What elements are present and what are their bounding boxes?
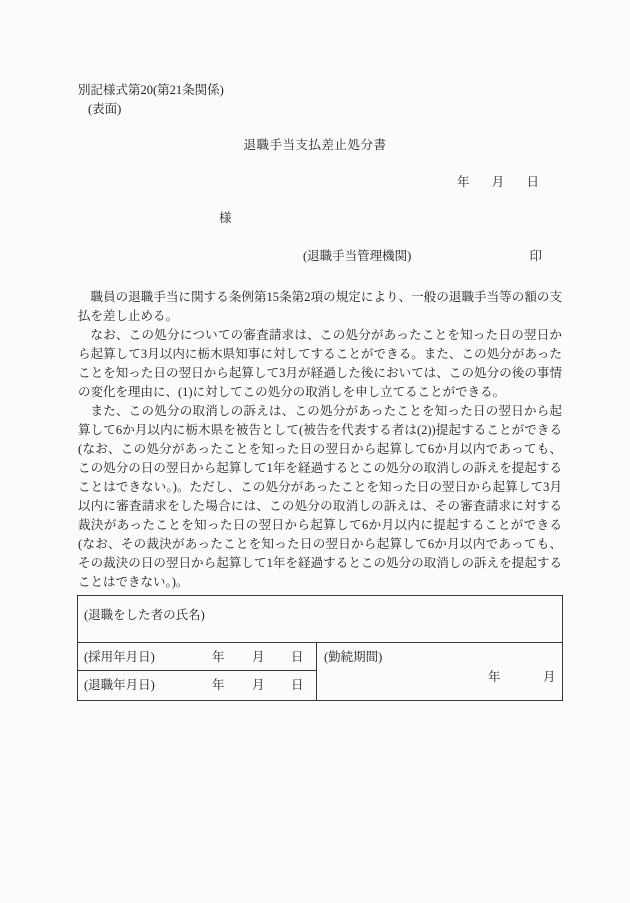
issuer-line <box>303 246 542 264</box>
retire-date-row <box>78 671 316 699</box>
body-paragraph-1: 職員の退職手当に関する条例第15条第2項の規定により、一般の退職手当等の額の支払を差し止める。 <box>78 290 562 323</box>
body-text <box>78 288 562 592</box>
hire-date-row <box>78 643 316 671</box>
hire-date-month-unit: 月 <box>252 650 265 664</box>
service-period-cell <box>316 643 562 700</box>
date-month-label: 月 <box>491 175 505 189</box>
service-period-year-unit: 年 <box>488 670 501 684</box>
hire-date-label: (採用年月日) <box>84 650 155 664</box>
hire-date-day-unit: 日 <box>291 650 304 664</box>
seal-mark: 印 <box>529 249 542 263</box>
date-line <box>457 172 539 190</box>
document-title: 退職手当支払差止処分書 <box>243 138 387 152</box>
body-paragraph-3: また、この処分の取消しの訴えは、この処分があったことを知った日の翌日から起算して6か月以内に栃木県を被告として(被告を代表する者は(2))提起することができる(なお、この処分があったことを知った日の翌日から起算して6か月以内であっても、この処分の日の翌日から起算して1年を経過するとこの処分の取消しの訴えを提起することはできない。)。ただし、この処分があったことを知った日の翌日から起算して3月以内に審査請求をした場合には、この処分の取消しの訴えは、その審査請求に対する裁決があったことを知った日の翌日から起算して6か月以内に提起することができる(なお、その裁決があったことを知った日の翌日から起算して6か月以内であっても、その裁決の日の翌日から起算して1年を経過するとこの処分の取消しの訴えを提起することはできない。)。 <box>78 404 562 589</box>
side-label: (表面) <box>88 102 122 116</box>
retire-date-year-unit: 年 <box>212 678 225 692</box>
retiree-info-table <box>77 595 563 701</box>
service-period-month-unit: 月 <box>543 670 556 684</box>
issuer-label: (退職手当管理機関) <box>303 249 412 263</box>
retiree-name-row <box>78 596 562 643</box>
body-paragraph-2: なお、この処分についての審査請求は、この処分があったことを知った日の翌日から起算して3月以内に栃木県知事に対してすることができる。また、この処分があったことを知った日の翌日から起算して3月が経過した後においては、この処分の後の事情の変化を理由に、(1)に対してこの処分の取消しを申し立てることができる。 <box>78 328 562 399</box>
retiree-name-label: (退職をした者の氏名) <box>84 608 205 622</box>
table-left-column <box>78 643 316 700</box>
retire-date-month-unit: 月 <box>252 678 265 692</box>
addressee-honorific: 様 <box>219 211 232 225</box>
date-year-label: 年 <box>457 175 470 189</box>
retire-date-label: (退職年月日) <box>84 678 155 692</box>
date-day-label: 日 <box>526 175 539 189</box>
retire-date-day-unit: 日 <box>291 678 304 692</box>
table-bottom-section <box>78 643 562 700</box>
hire-date-year-unit: 年 <box>212 650 225 664</box>
form-number: 別記様式第20(第21条関係) <box>78 83 224 97</box>
service-period-label: (勤続期間) <box>324 650 383 664</box>
